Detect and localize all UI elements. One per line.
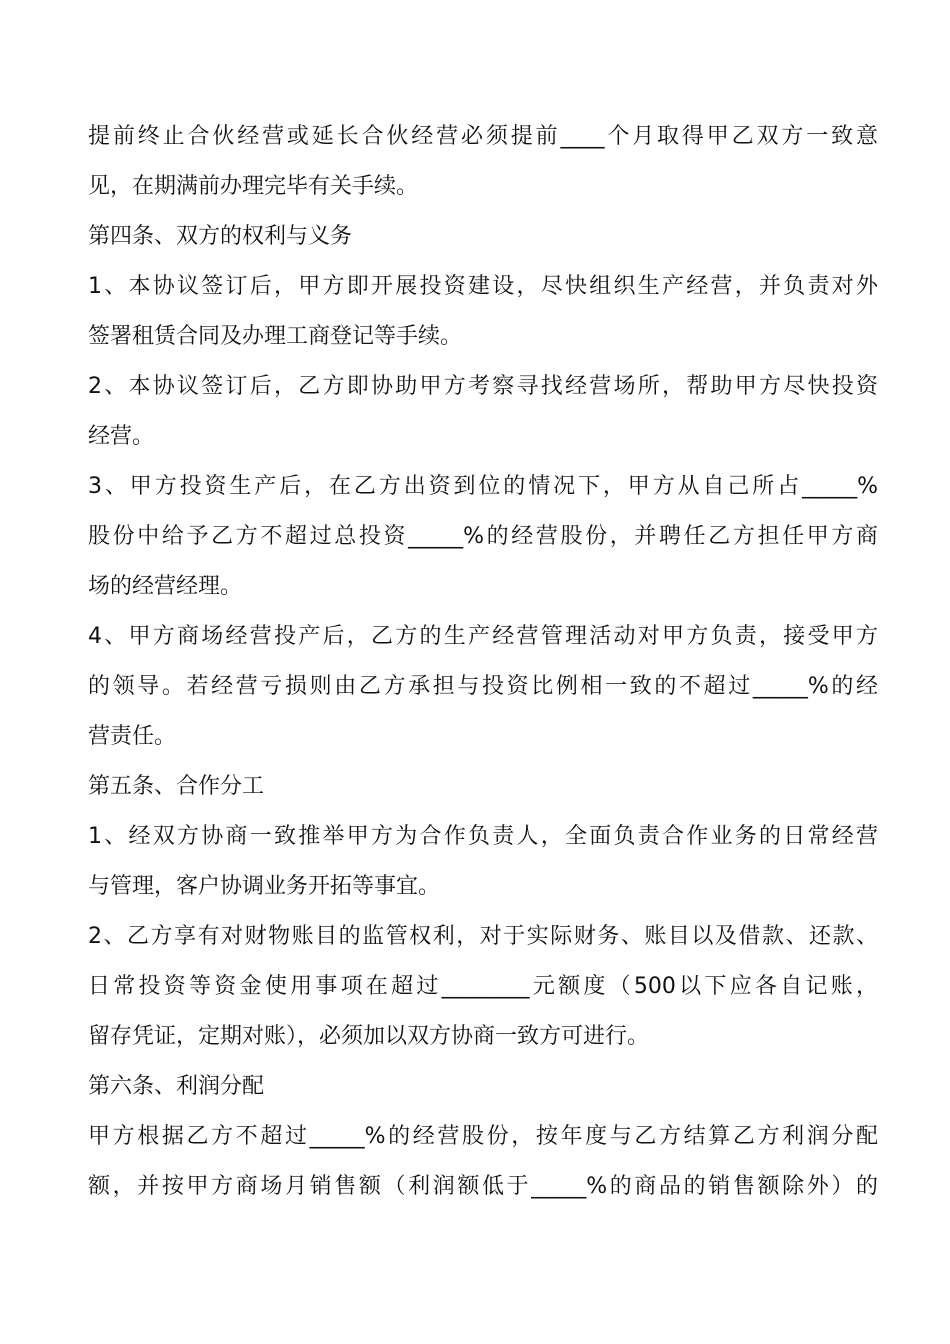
section-heading: 第六条、利润分配: [88, 1074, 265, 1099]
paragraph-line: 的领导。若经营亏损则由乙方承担与投资比例相一致的不超过_____%的经: [88, 674, 878, 699]
paragraph-line: 经营。: [88, 424, 155, 449]
paragraph-line: 4、甲方商场经营投产后，乙方的生产经营管理活动对甲方负责，接受甲方: [88, 624, 878, 649]
paragraph-line: 日常投资等资金使用事项在超过________元额度（500以下应各自记账，: [88, 974, 878, 999]
paragraph-line: 额，并按甲方商场月销售额（利润额低于_____%的商品的销售额除外）的: [88, 1174, 878, 1199]
paragraph-line: 3、甲方投资生产后，在乙方出资到位的情况下，甲方从自己所占_____%: [88, 474, 878, 499]
paragraph-line: 1、本协议签订后，甲方即开展投资建设，尽快组织生产经营，并负责对外: [88, 274, 878, 299]
paragraph-line: 甲方根据乙方不超过_____%的经营股份，按年度与乙方结算乙方利润分配: [88, 1124, 878, 1149]
paragraph-line: 2、乙方享有对财物账目的监管权利，对于实际财务、账目以及借款、还款、: [88, 924, 878, 949]
document-body: [88, 112, 878, 1212]
paragraph-line: 提前终止合伙经营或延长合伙经营必须提前____个月取得甲乙双方一致意: [88, 124, 878, 149]
paragraph-line: 2、本协议签订后，乙方即协助甲方考察寻找经营场所，帮助甲方尽快投资: [88, 374, 878, 399]
section-heading: 第五条、合作分工: [88, 774, 265, 799]
section-heading: 第四条、双方的权利与义务: [88, 224, 353, 249]
paragraph-line: 见，在期满前办理完毕有关手续。: [88, 174, 419, 199]
paragraph-line: 1、经双方协商一致推举甲方为合作负责人，全面负责合作业务的日常经营: [88, 824, 878, 849]
paragraph-line: 签署租赁合同及办理工商登记等手续。: [88, 324, 463, 349]
paragraph-line: 股份中给予乙方不超过总投资_____%的经营股份，并聘任乙方担任甲方商: [88, 524, 878, 549]
paragraph-line: 营责任。: [88, 724, 177, 749]
paragraph-line: 场的经营经理。: [88, 574, 243, 599]
paragraph-line: 与管理，客户协调业务开拓等事宜。: [88, 874, 441, 899]
paragraph-line: 留存凭证，定期对账），必须加以双方协商一致方可进行。: [88, 1024, 650, 1049]
